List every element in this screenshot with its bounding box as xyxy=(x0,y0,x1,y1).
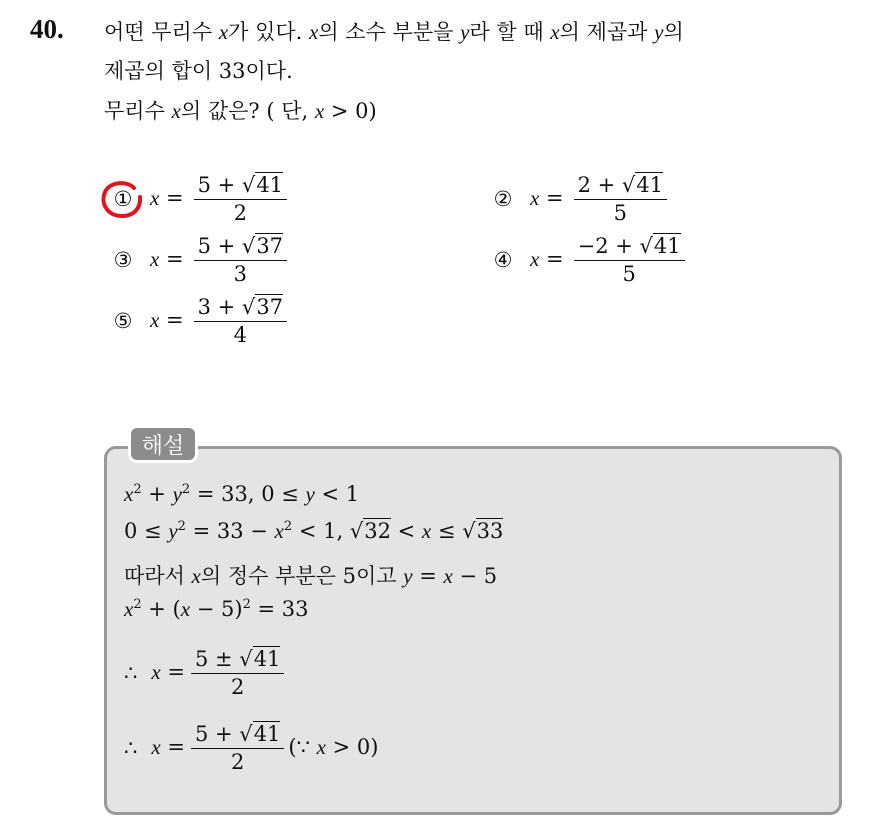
choice-1-fraction: $\frac{5 + √41}{2}$ xyxy=(194,171,287,226)
question-number: 40. xyxy=(30,14,64,44)
choice-3-marker: ③ xyxy=(113,247,133,272)
solution-fraction-2: $\frac{5 + √41}{2}$ xyxy=(191,720,284,775)
solution-line-3: 따라서 x의 정수 부분은 5이고 y = x − 5 xyxy=(124,564,498,588)
solution-tag: 해설 xyxy=(128,425,198,463)
solution-line-2: $0 \le y^2 = 33 - x^2 < 1$, √32 < x ≤ √33 xyxy=(124,519,504,543)
choice-4-marker: ④ xyxy=(493,247,513,272)
choice-5-fraction: $\frac{3 + √37}{4}$ xyxy=(194,293,287,348)
solution-line-1: $x^2 + y^2 = 33$, 0 ≤ y < 1 xyxy=(124,482,360,506)
question-line-2: 제곱의 합이 33이다. xyxy=(104,59,293,83)
choice-2-lhs: x = xyxy=(530,186,564,210)
choice-3-fraction: $\frac{5 + √37}{3}$ xyxy=(194,232,287,287)
choice-5-marker: ⑤ xyxy=(113,308,133,333)
answer-mark-circle xyxy=(100,180,144,220)
choice-1-marker: ① xyxy=(113,186,133,211)
solution-line-4: $x^2 + (x - 5)^2 = 33$ xyxy=(124,597,309,621)
choice-2-marker: ② xyxy=(493,186,513,211)
choice-5[interactable] xyxy=(106,293,287,348)
choice-4-lhs: x = xyxy=(530,247,564,271)
choice-2[interactable] xyxy=(486,171,667,226)
choice-4[interactable] xyxy=(486,232,685,287)
choice-3-lhs: x = xyxy=(150,247,184,271)
question-line-1: 어떤 무리수 x가 있다. x의 소수 부분을 y라 할 때 x의 제곱과 y의 xyxy=(104,20,684,44)
choice-2-fraction: $\frac{2 + √41}{5}$ xyxy=(574,171,667,226)
solution-fraction-1: $\frac{5 \pm √41}{2}$ xyxy=(191,645,284,700)
choice-4-fraction: $\frac{-2 + √41}{5}$ xyxy=(574,232,685,287)
solution-line-6: ∴ x = $\frac{5 + √41}{2}$ (∵ x > 0) xyxy=(124,722,379,774)
choice-5-lhs: x = xyxy=(150,308,184,332)
solution-line-5: ∴ x = $\frac{5 \pm √41}{2}$ xyxy=(124,645,284,700)
question-line-3: 무리수 x의 값은? ( 단, x > 0) xyxy=(104,99,377,123)
choice-3[interactable] xyxy=(106,232,287,287)
choice-1-lhs: x = xyxy=(150,186,184,210)
